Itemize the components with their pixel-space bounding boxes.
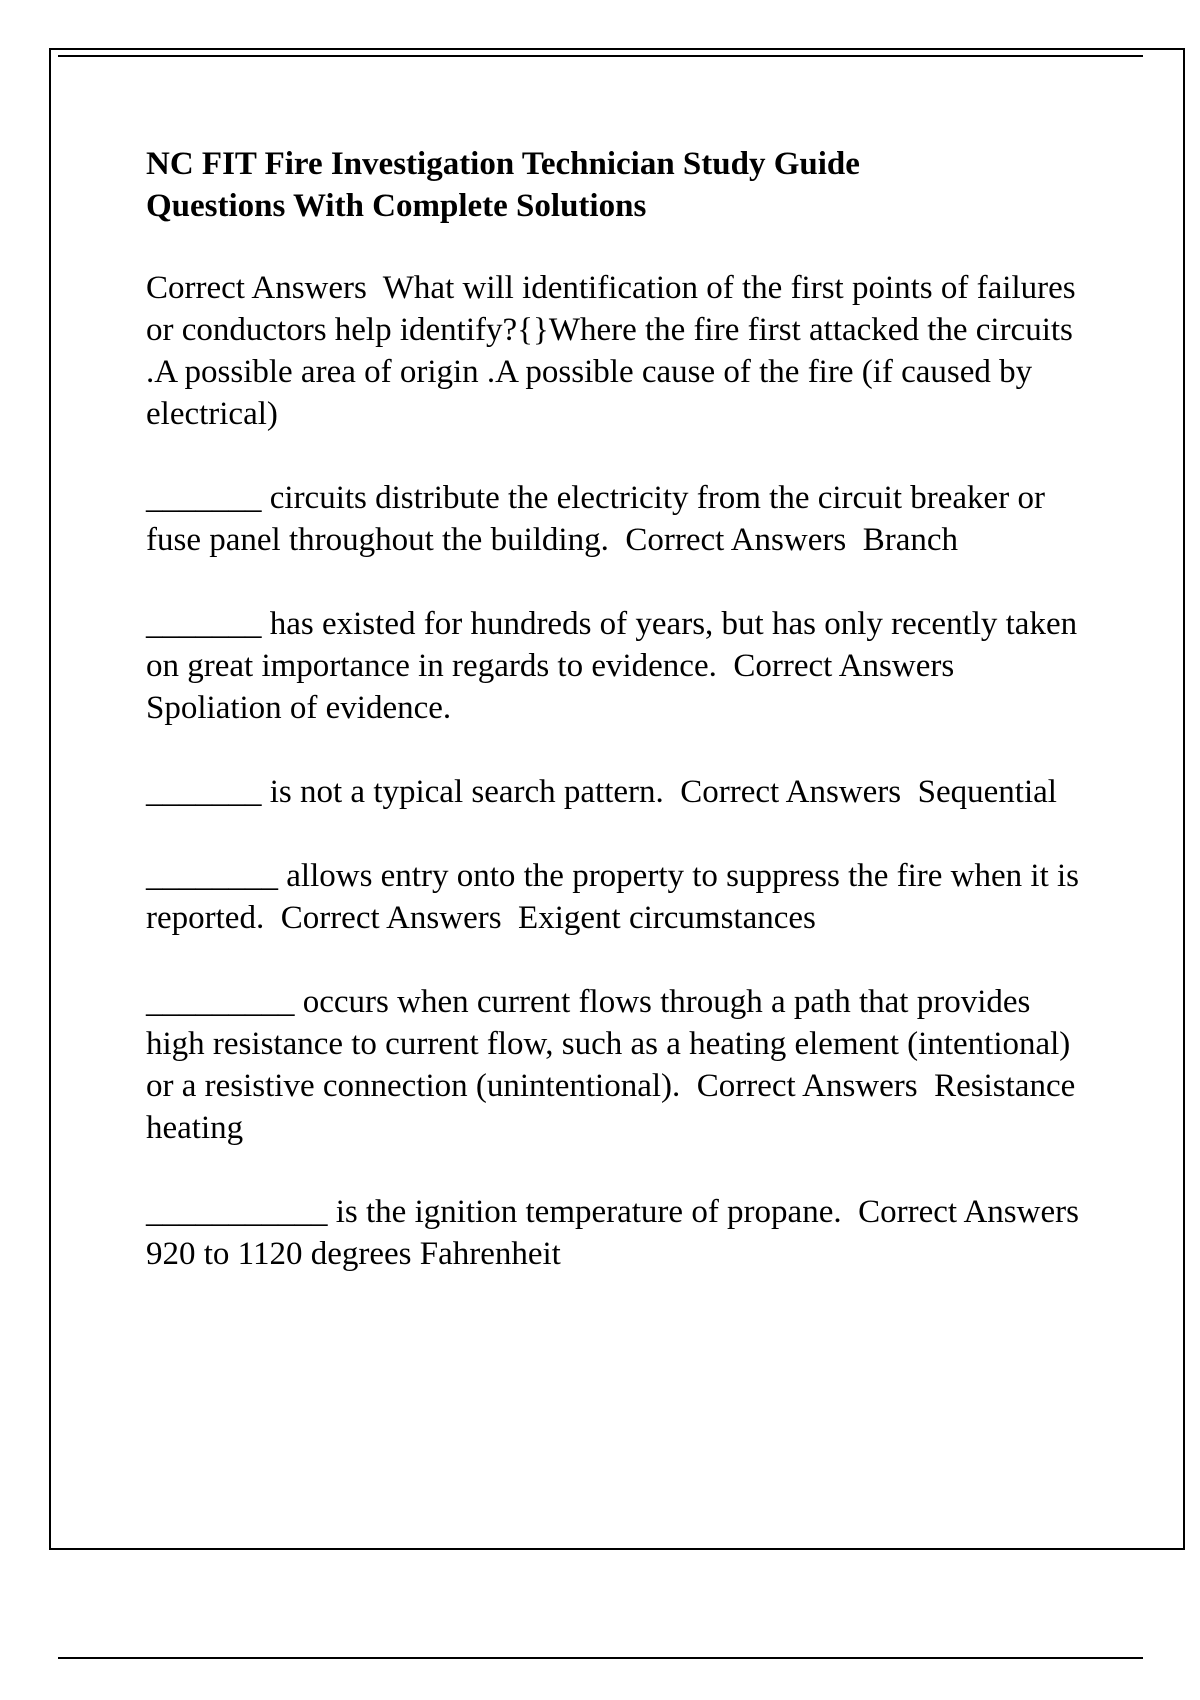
question-answer-3: _______ has existed for hundreds of years, but has only recently taken on great importance in regards to evidence. Correct Answers Spoliation of evidence. <box>146 606 1086 726</box>
document-content <box>146 143 1096 1317</box>
bottom-rule <box>58 1657 1143 1659</box>
question-answer-6: _________ occurs when current flows through a path that provides high resistance to current flow, such as a heating element (intentional) or a resistive connection (unintentional). Correct Answers Resistance heating <box>146 984 1084 1146</box>
document-title <box>146 143 1086 227</box>
question-answer-2: _______ circuits distribute the electricity from the circuit breaker or fuse panel throughout the building. Correct Answers Branch <box>146 480 1054 558</box>
document-title-line-2: Questions With Complete Solutions <box>146 188 647 224</box>
question-answer-4: _______ is not a typical search pattern. Correct Answers Sequential <box>146 774 1057 810</box>
document-title-line-1: NC FIT Fire Investigation Technician Study Guide <box>146 146 860 182</box>
question-answer-5: ________ allows entry onto the property to suppress the fire when it is reported. Correct Answers Exigent circumstances <box>146 858 1088 936</box>
question-answer-1: Correct Answers What will identification of the first points of failures or conductors help identify?{}Where the fire first attacked the circuits .A possible area of origin .A possible cause of the fire (if caused by electrical) <box>146 270 1084 432</box>
question-answer-7: ___________ is the ignition temperature of propane. Correct Answers 920 to 1120 degrees Fahrenheit <box>146 1194 1096 1272</box>
